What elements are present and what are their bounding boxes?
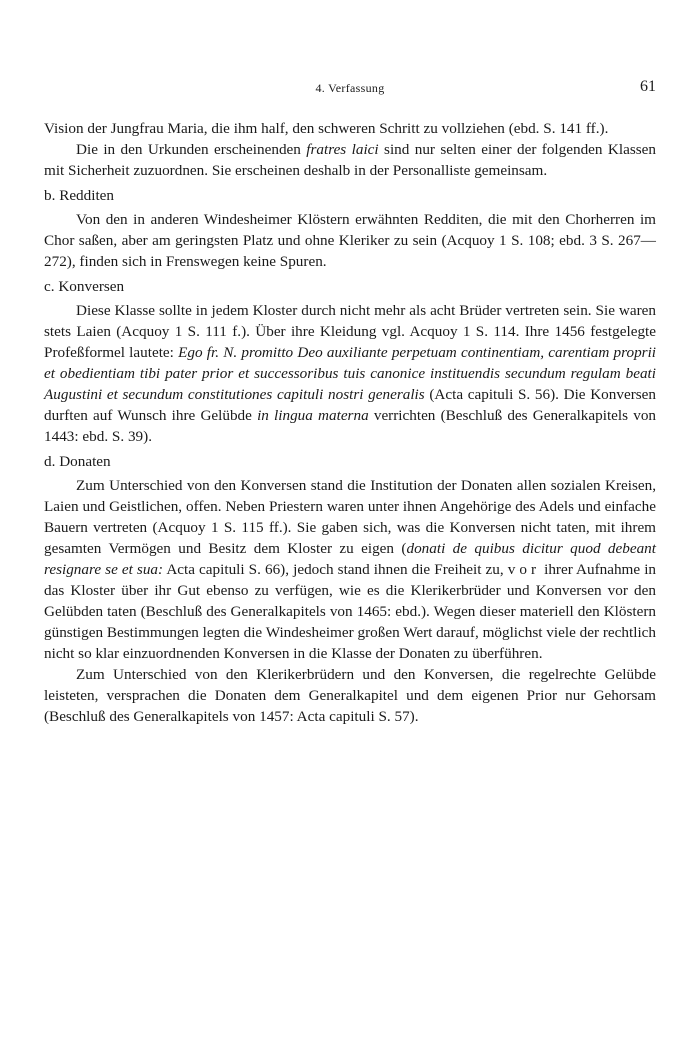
text-run: sind nur selten einer der folgenden Klassen mit Sicherheit zuzuordnen. Sie erscheinen deshalb in der Personalliste gemeinsam. [44,141,656,179]
running-head: 4. Verfassung [315,81,385,95]
spaced-emphasis: vor [507,561,541,578]
italic-latin-quote: donati de quibus dicitur quod debeant resignare se et sua: [44,540,656,578]
italic-latin-formula: Ego fr. N. promitto Deo auxiliante perpetuam continentiam, carentiam proprii et obedientiam tibi pater prior et successoribus tuis canonice instituendis secundum regulam beati Augustini et secundum constitutiones capituli nostri generalis [44,344,657,403]
page-header [44,78,656,101]
page-number: 61 [640,78,656,95]
paragraph-intro [44,118,656,139]
italic-term: fratres laici [306,141,379,158]
paragraph-fratres-laici [44,139,656,181]
heading-donaten: d. Donaten [44,453,111,470]
text-run: verrichten (Beschluß des Generalkapitels von 1443: ebd. S. 39). [44,407,657,445]
paragraph-konversen [44,300,656,447]
text-run: Zum Unterschied von den Klerikerbrüdern und den Konversen, die regelrechte Gelübde leisteten, versprachen die Donaten dem Generalkapitel und dem eigenen Prior nur Gehorsam (Beschluß des Generalkapitels von 1457: Acta capituli S. 57). [44,666,656,725]
text-run: ihrer Aufnahme in das Kloster über ihr Gut ebenso zu verfügen, wie es die Klerikerbrüder und Konversen vor den Gelübden taten (Beschluß des Generalkapitels von 1465: ebd.). Wegen dieser materiell den Klöstern günstigen Bestimmungen legten die Windesheimer großen Wert darauf, möglichst viele der rechtlich nicht so klar einzuordnenden Konversen in die Klasse der Donaten zu überführen. [44,561,657,662]
text-run: Diese Klasse sollte in jedem Kloster durch nicht mehr als acht Brüder vertreten sein. Sie waren stets Laien (Acquoy 1 S. 111 f.). Über ihre Kleidung vgl. Acquoy 1 S. 114. Ihre 1456 festgelegte Profeßformel lautete: [44,302,656,361]
text-run: Die in den Urkunden erscheinenden [76,141,307,158]
paragraph-redditen [44,209,656,272]
paragraph-donaten-gehorsam [44,664,656,727]
text-run: Vision der Jungfrau Maria, die ihm half, den schweren Schritt zu vollziehen (ebd. S. 141 ff.). [44,120,609,137]
page-body [44,118,656,727]
paragraph-donaten [44,475,656,664]
text-run: Acta capituli S. 66), jedoch stand ihnen die Freiheit zu, [163,561,508,578]
italic-term: in lingua materna [257,407,369,424]
heading-redditen: b. Redditen [44,187,115,204]
text-run: Zum Unterschied von den Konversen stand die Institution der Donaten allen sozialen Kreisen, Laien und Geistlichen, offen. Neben Priestern waren unter ihnen Angehörige des Adels und einfache Bauern vertreten (Acquoy 1 S. 115 ff.). Sie gaben sich, was die Konversen nicht taten, mit ihrem gesamten Vermögen und Besitz dem Kloster zu eigen ( [44,477,656,557]
heading-konversen: c. Konversen [44,278,125,295]
text-run: Von den in anderen Windesheimer Klöstern erwähnten Redditen, die mit den Chorherren im Chor saßen, aber am geringsten Platz und ohne Kleriker zu sein (Acquoy 1 S. 108; ebd. 3 S. 267—272), finden sich in Frenswegen keine Spuren. [44,211,656,270]
text-run: (Acta capituli S. 56). Die Konversen durften auf Wunsch ihre Gelübde [44,386,656,424]
